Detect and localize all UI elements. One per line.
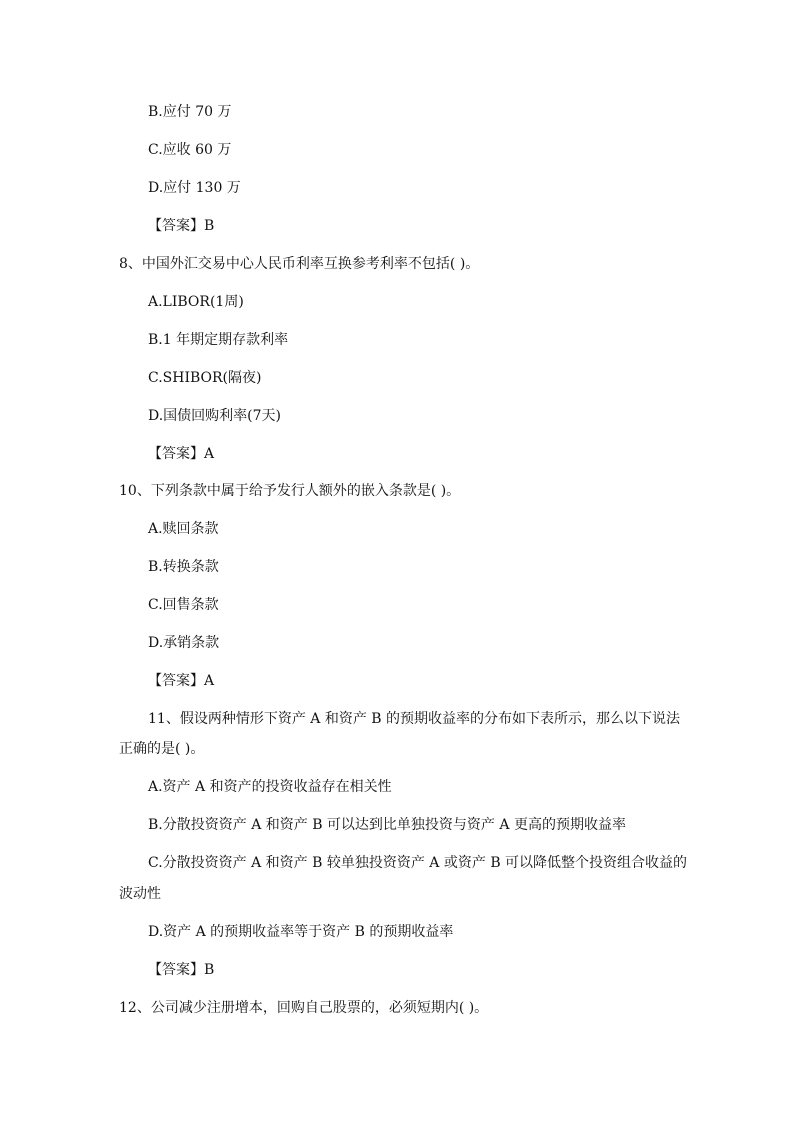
q11-option-a: A.资产 A 和资产的投资收益存在相关性: [148, 779, 392, 795]
q10-answer: 【答案】A: [148, 673, 215, 689]
q11-option-b: B.分散投资资产 A 和资产 B 可以达到比单独投资与资产 A 更高的预期收益率: [148, 817, 626, 833]
q7-option-c: C.应收 60 万: [148, 142, 232, 158]
q8-answer: 【答案】A: [148, 446, 215, 462]
q11-option-c-line1: C.分散投资资产 A 和资产 B 较单独投资资产 A 或资产 B 可以降低整个投资组合收益的: [148, 855, 688, 871]
q10-stem: 10、下列条款中属于给予发行人额外的嵌入条款是( )。: [119, 483, 461, 499]
q10-option-c: C.回售条款: [148, 597, 219, 613]
q11-stem-line1: 11、假设两种情形下资产 A 和资产 B 的预期收益率的分布如下表所示，那么以下说法: [148, 711, 681, 727]
q8-option-c: C.SHIBOR(隔夜): [148, 370, 262, 386]
q8-option-b: B.1 年期定期存款利率: [148, 332, 289, 348]
q11-answer: 【答案】B: [148, 962, 215, 978]
q7-answer: 【答案】B: [148, 218, 215, 234]
q11-option-c-line2: 波动性: [119, 886, 161, 902]
q12-stem: 12、公司减少注册增本，回购自己股票的，必须短期内( )。: [119, 1000, 489, 1016]
q7-option-d: D.应付 130 万: [148, 180, 241, 196]
q11-stem-line2: 正确的是( )。: [119, 741, 205, 757]
q10-option-b: B.转换条款: [148, 559, 219, 575]
q8-stem: 8、中国外汇交易中心人民币利率互换参考利率不包括( )。: [119, 256, 480, 272]
q7-option-b: B.应付 70 万: [148, 104, 232, 120]
q10-option-a: A.赎回条款: [148, 521, 219, 537]
q10-option-d: D.承销条款: [148, 635, 220, 651]
q11-option-d: D.资产 A 的预期收益率等于资产 B 的预期收益率: [148, 924, 454, 940]
q8-option-d: D.国债回购利率(7天): [148, 408, 282, 424]
q8-option-a: A.LIBOR(1周): [148, 294, 244, 310]
